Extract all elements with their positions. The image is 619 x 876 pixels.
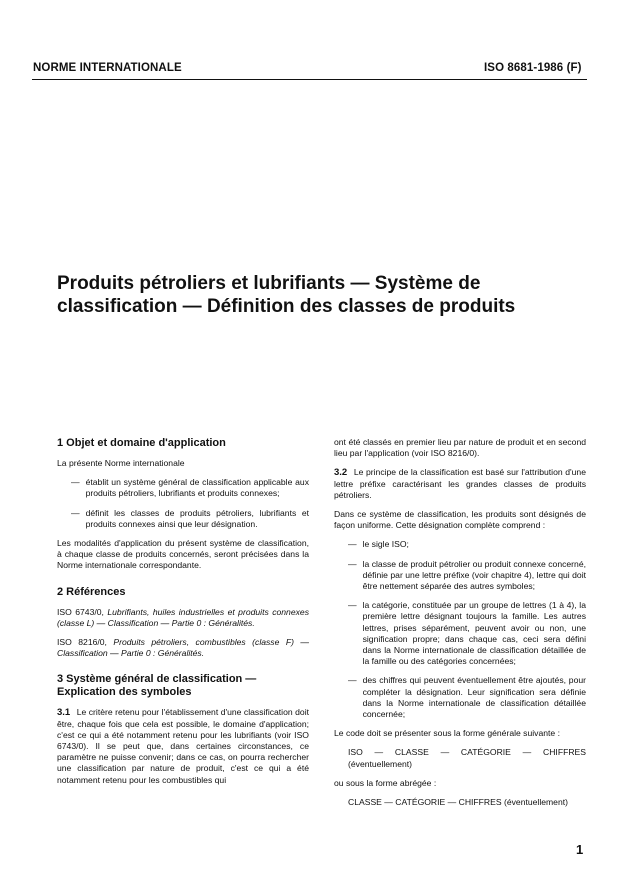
short-form-intro: ou sous la forme abrégée : <box>334 777 437 788</box>
clause-number: 3.1 <box>57 707 71 719</box>
header-left: NORME INTERNATIONALE <box>33 62 182 74</box>
list-item-text: définit les classes de produits pétroliers, lubrifiants et produits connexes ainsi que leur désignation. <box>85 507 309 529</box>
list-dash: — <box>71 477 80 488</box>
reference-title: Produits pétroliers, combustibles (classe F) — Classification — Partie 0 : Généralités. <box>57 637 309 659</box>
list-item-text: le sigle ISO; <box>362 539 409 550</box>
right-column <box>334 437 586 816</box>
list-item <box>57 477 309 499</box>
clause-text: Le critère retenu pour l'établissement d'une classification doit être, chaque fois que cela est possible, le domaine d'application; c'est ce qui a été notamment retenu pour les lubrifiants (voir ISO 6743/0). Il se peut que, dans certaines circonstances, ce paramètre ne puisse convenir; dans ce cas, on pourra rechercher une classification par nature de produit, c'est ce qui a été notamment retenu pour les combustibles qui <box>57 707 309 785</box>
list-item-text: des chiffres qui peuvent éventuellement être ajoutés, pour compléter la désignation. Leur signification sera définie dans la Norme internationale de classification détaillée concernée; <box>362 675 586 720</box>
list-item <box>334 539 586 550</box>
list-item-text: la catégorie, constituée par un groupe de lettres (1 à 4), la première lettre désignant toujours la famille. Les autres lettres, prises séparément, peuvent avoir ou non, une signification propre; dans chaque cas, ceci sera défini dans la Norme internationale de classification détaillée de la famille ou des catégories concernées; <box>362 600 586 667</box>
section-1-heading: 1 Objet et domaine d'application <box>57 437 226 449</box>
clause-3-2 <box>334 467 586 501</box>
list-dash: — <box>348 675 357 686</box>
list-item <box>334 600 586 667</box>
page-number: 1 <box>576 842 584 857</box>
list-item-text: la classe de produit pétrolier ou produit connexe concerné, définie par une lettre préfixe (voir chapitre 4), lettre qui doit être nettement séparée des autres symboles; <box>362 558 586 592</box>
list-item <box>57 508 309 530</box>
list-dash: — <box>348 600 357 611</box>
header-rule <box>32 79 587 80</box>
clause-text: Le principe de la classification est basé sur l'attribution d'une lettre préfixe caractérisant les grandes classes de produits pétroliers. <box>334 467 586 500</box>
list-item-text: établit un système général de classification applicable aux produits pétroliers, lubrifiants et produits connexes; <box>85 477 309 499</box>
code-full-form: ISO — CLASSE — CATÉGORIE — CHIFFRES (éventuellement) <box>348 747 586 769</box>
list-item <box>334 675 586 720</box>
code-intro: Le code doit se présenter sous la forme générale suivante : <box>334 728 560 739</box>
list-dash: — <box>348 558 357 569</box>
clause-3-1 <box>57 707 309 785</box>
designation-paragraph: Dans ce système de classification, les produits sont désignés de façon uniforme. Cette désignation complète comprend : <box>334 509 586 531</box>
header-right: ISO 8681-1986 (F) <box>484 62 582 74</box>
list-item <box>334 559 586 593</box>
left-column <box>57 437 309 794</box>
code-short-form: CLASSE — CATÉGORIE — CHIFFRES (éventuellement) <box>348 797 568 808</box>
reference-title: Lubrifiants, huiles industrielles et produits connexes (classe L) — Classification — Partie 0 : Généralités. <box>57 606 309 628</box>
document-title: Produits pétroliers et lubrifiants — Système de classification — Définition des classes de produits <box>57 273 516 317</box>
list-dash: — <box>348 539 357 550</box>
reference-code: ISO 8216/0, <box>57 637 107 648</box>
continuation-paragraph: ont été classés en premier lieu par nature de produit et en second lieu par l'application (voir ISO 8216/0). <box>334 437 586 459</box>
reference-item <box>57 607 309 629</box>
list-dash: — <box>71 507 80 518</box>
section-1-intro: La présente Norme internationale <box>57 458 185 468</box>
reference-code: ISO 6743/0, <box>57 606 104 617</box>
section-3-heading: 3 Système général de classification — Explication des symboles <box>57 673 257 699</box>
clause-number: 3.2 <box>334 467 348 479</box>
reference-item <box>57 637 309 659</box>
section-2-heading: 2 Références <box>57 585 126 598</box>
section-1-paragraph: Les modalités d'application du présent système de classification, à chaque classe de produits concernés, seront précisées dans la Norme internationale correspondante. <box>57 538 309 571</box>
